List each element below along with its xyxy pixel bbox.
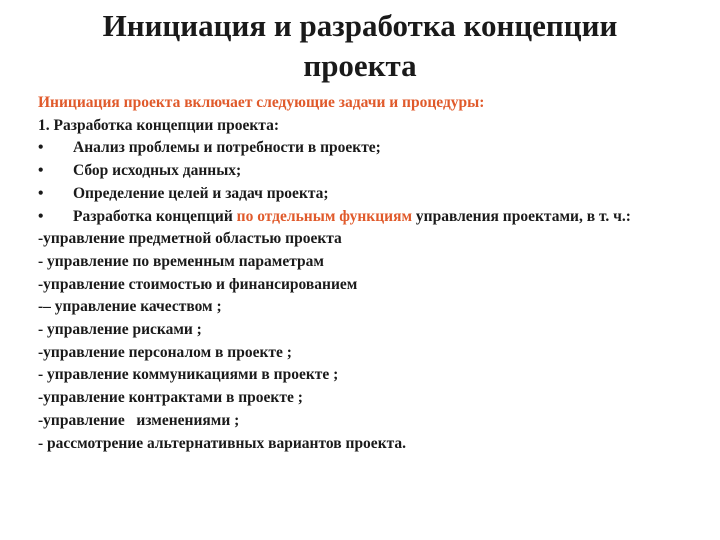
list-line: - управление по временным параметрам xyxy=(38,252,324,270)
bullet-item xyxy=(38,137,702,160)
list-line: -управление персоналом в проекте ; xyxy=(38,343,292,361)
list-line: -управление изменениями ; xyxy=(38,411,240,429)
bullet-icon: • xyxy=(38,184,44,202)
list-line: - управление коммуникациями в проекте ; xyxy=(38,366,339,384)
bullet-item-functions xyxy=(38,206,702,229)
section-heading: 1. Разработка концепции проекта: xyxy=(38,116,279,134)
title-line-2: проекта xyxy=(303,48,417,83)
bullet-text: Анализ проблемы и потребности в проекте; xyxy=(73,139,381,157)
bullet-text: Сбор исходных данных; xyxy=(73,162,242,180)
list-line: -управление предметной областью проекта xyxy=(38,230,342,248)
list-line: -– управление качеством ; xyxy=(38,298,222,316)
bullet-text-after: управления проектами, в т. ч.: xyxy=(412,207,631,225)
list-line: -управление стоимостью и финансированием xyxy=(38,275,358,293)
title-line-1: Инициация и разработка концепции xyxy=(102,8,618,43)
list-line: -управление контрактами в проекте ; xyxy=(38,389,303,407)
slide-title xyxy=(40,6,680,86)
highlighted-phrase: по отдельным функциям xyxy=(236,207,413,225)
bullet-item xyxy=(38,183,702,206)
bullet-icon: • xyxy=(38,139,44,157)
list-line: - управление рисками ; xyxy=(38,321,202,339)
bullet-text: Определение целей и задач проекта; xyxy=(73,184,329,202)
bullet-text-before: Разработка концепций xyxy=(73,207,237,225)
list-line: - рассмотрение альтернативных вариантов проекта. xyxy=(38,434,407,452)
bullet-icon: • xyxy=(38,207,44,225)
bullet-item xyxy=(38,160,702,183)
intro-text: Инициация проекта включает следующие задачи и процедуры: xyxy=(38,94,485,111)
bullet-icon: • xyxy=(38,162,44,180)
slide-body xyxy=(38,92,702,455)
